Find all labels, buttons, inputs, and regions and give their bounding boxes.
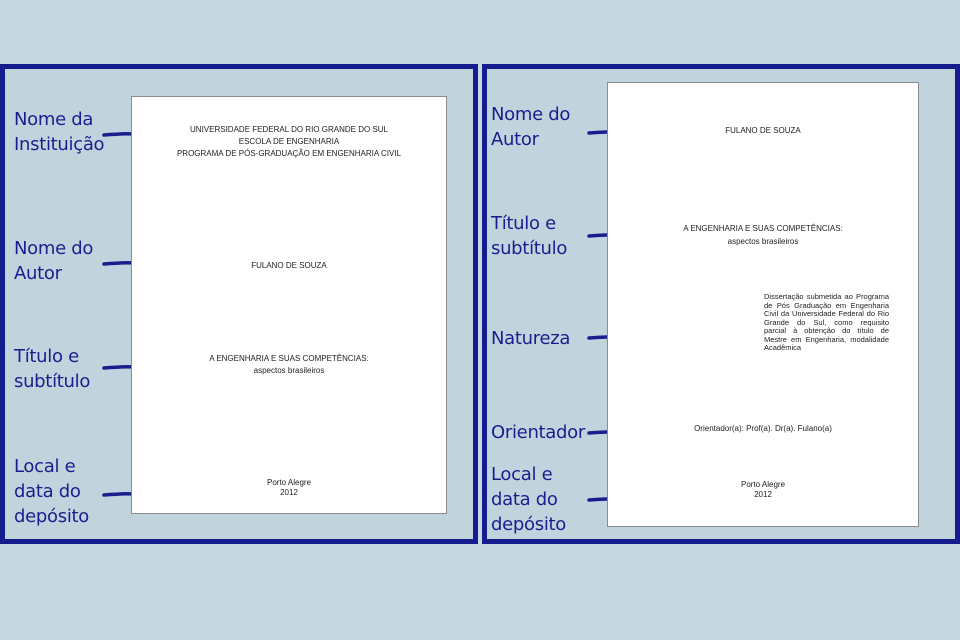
label-place-date: Local e data do depósito xyxy=(491,464,566,535)
title-page-sheet xyxy=(607,82,919,527)
label-institution-name: Nome da Instituição xyxy=(14,109,105,155)
author-name: FULANO DE SOUZA xyxy=(251,261,327,270)
cover-page-panel xyxy=(0,64,478,544)
label-title-subtitle: Título e subtítulo xyxy=(491,213,568,259)
place: Porto Alegre xyxy=(740,480,786,489)
author-name: FULANO DE SOUZA xyxy=(725,126,801,135)
year: 2012 xyxy=(280,488,298,497)
label-author-name: Nome do Autor xyxy=(14,238,94,284)
year: 2012 xyxy=(754,490,772,499)
place: Porto Alegre xyxy=(266,478,312,487)
label-advisor: Orientador xyxy=(491,422,585,443)
work-title: A ENGENHARIA E SUAS COMPETÊNCIAS: xyxy=(683,224,843,233)
advisor-line: Orientador(a): Prof(a). Dr(a). Fulano(a) xyxy=(694,424,832,433)
work-subtitle: aspectos brasileiros xyxy=(253,366,325,375)
label-title-subtitle: Título e subtítulo xyxy=(14,346,91,392)
label-place-date: Local e data do depósito xyxy=(14,456,89,527)
nature-statement: Dissertação submetida ao Programa de Pós Graduação em Engenharia Civil da Universidade Federal do Rio Grande do Sul, como requisito parcial à obtenção do título de Mestre em Engenharia, modalidade Acadêmica xyxy=(764,292,889,352)
label-nature: Natureza xyxy=(491,328,571,349)
work-title: A ENGENHARIA E SUAS COMPETÊNCIAS: xyxy=(209,354,369,363)
title-page-panel xyxy=(482,64,960,544)
work-subtitle: aspectos brasileiros xyxy=(727,237,799,246)
label-author-name: Nome do Autor xyxy=(491,104,571,150)
cover-page-sheet xyxy=(131,96,447,514)
institution-header: UNIVERSIDADE FEDERAL DO RIO GRANDE DO SUL ESCOLA DE ENGENHARIA PROGRAMA DE PÓS-GRADUAÇÃO EM ENGENHARIA CIVIL xyxy=(176,125,402,158)
